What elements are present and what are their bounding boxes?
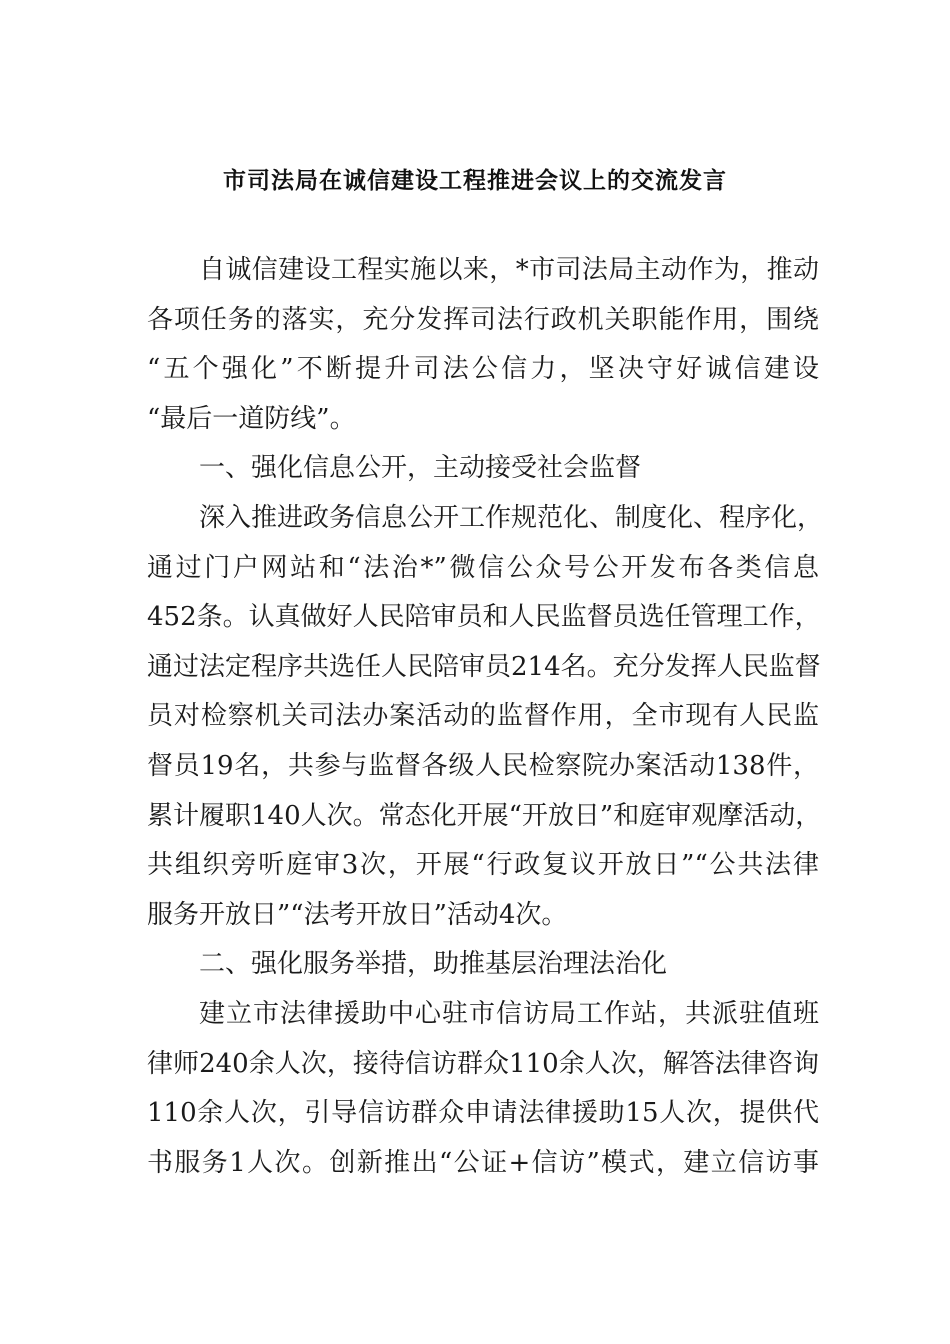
body-line: 共组织旁听庭审3次，开展“行政复议开放日”“公共法律 [147,850,819,881]
body-line: 累计履职140人次。常态化开展“开放日”和庭审观摩活动， [147,800,822,831]
body-line: 建立市法律援助中心驻市信访局工作站，共派驻值班 [199,998,819,1029]
body-line: 员对检察机关司法办案活动的监督作用，全市现有人民监 [147,701,819,732]
body-line: “五个强化”不断提升司法公信力，坚决守好诚信建设 [147,354,819,385]
body-line: 深入推进政务信息公开工作规范化、制度化、程序化， [199,502,824,533]
document-body [147,246,824,1188]
body-line: 二、强化服务举措，助推基层治理法治化 [199,949,668,980]
document-title: 市司法局在诚信建设工程推进会议上的交流发言 [223,168,727,194]
body-line: 通过法定程序共选任人民陪审员214名。充分发挥人民监督 [147,651,821,682]
body-line: 督员19名，共参与监督各级人民检察院办案活动138件， [147,750,819,781]
body-line: “最后一道防线”。 [147,403,356,434]
body-line: 通过门户网站和“法治*”微信公众号公开发布各类信息 [147,552,819,583]
body-line: 律师240余人次，接待信访群众110余人次，解答法律咨询 [147,1048,819,1079]
body-line: 一、强化信息公开，主动接受社会监督 [199,453,642,484]
body-line: 452条。认真做好人民陪审员和人民监督员选任管理工作， [147,602,821,633]
body-line: 各项任务的落实，充分发挥司法行政机关职能作用，围绕 [147,304,819,335]
body-line: 服务开放日”“法考开放日”活动4次。 [147,899,568,930]
body-line: 书服务1人次。创新推出“公证+信访”模式，建立信访事 [147,1147,819,1178]
body-line: 自诚信建设工程实施以来，*市司法局主动作为，推动 [199,255,819,285]
body-line: 110余人次，引导信访群众申请法律援助15人次，提供代 [147,1098,819,1129]
